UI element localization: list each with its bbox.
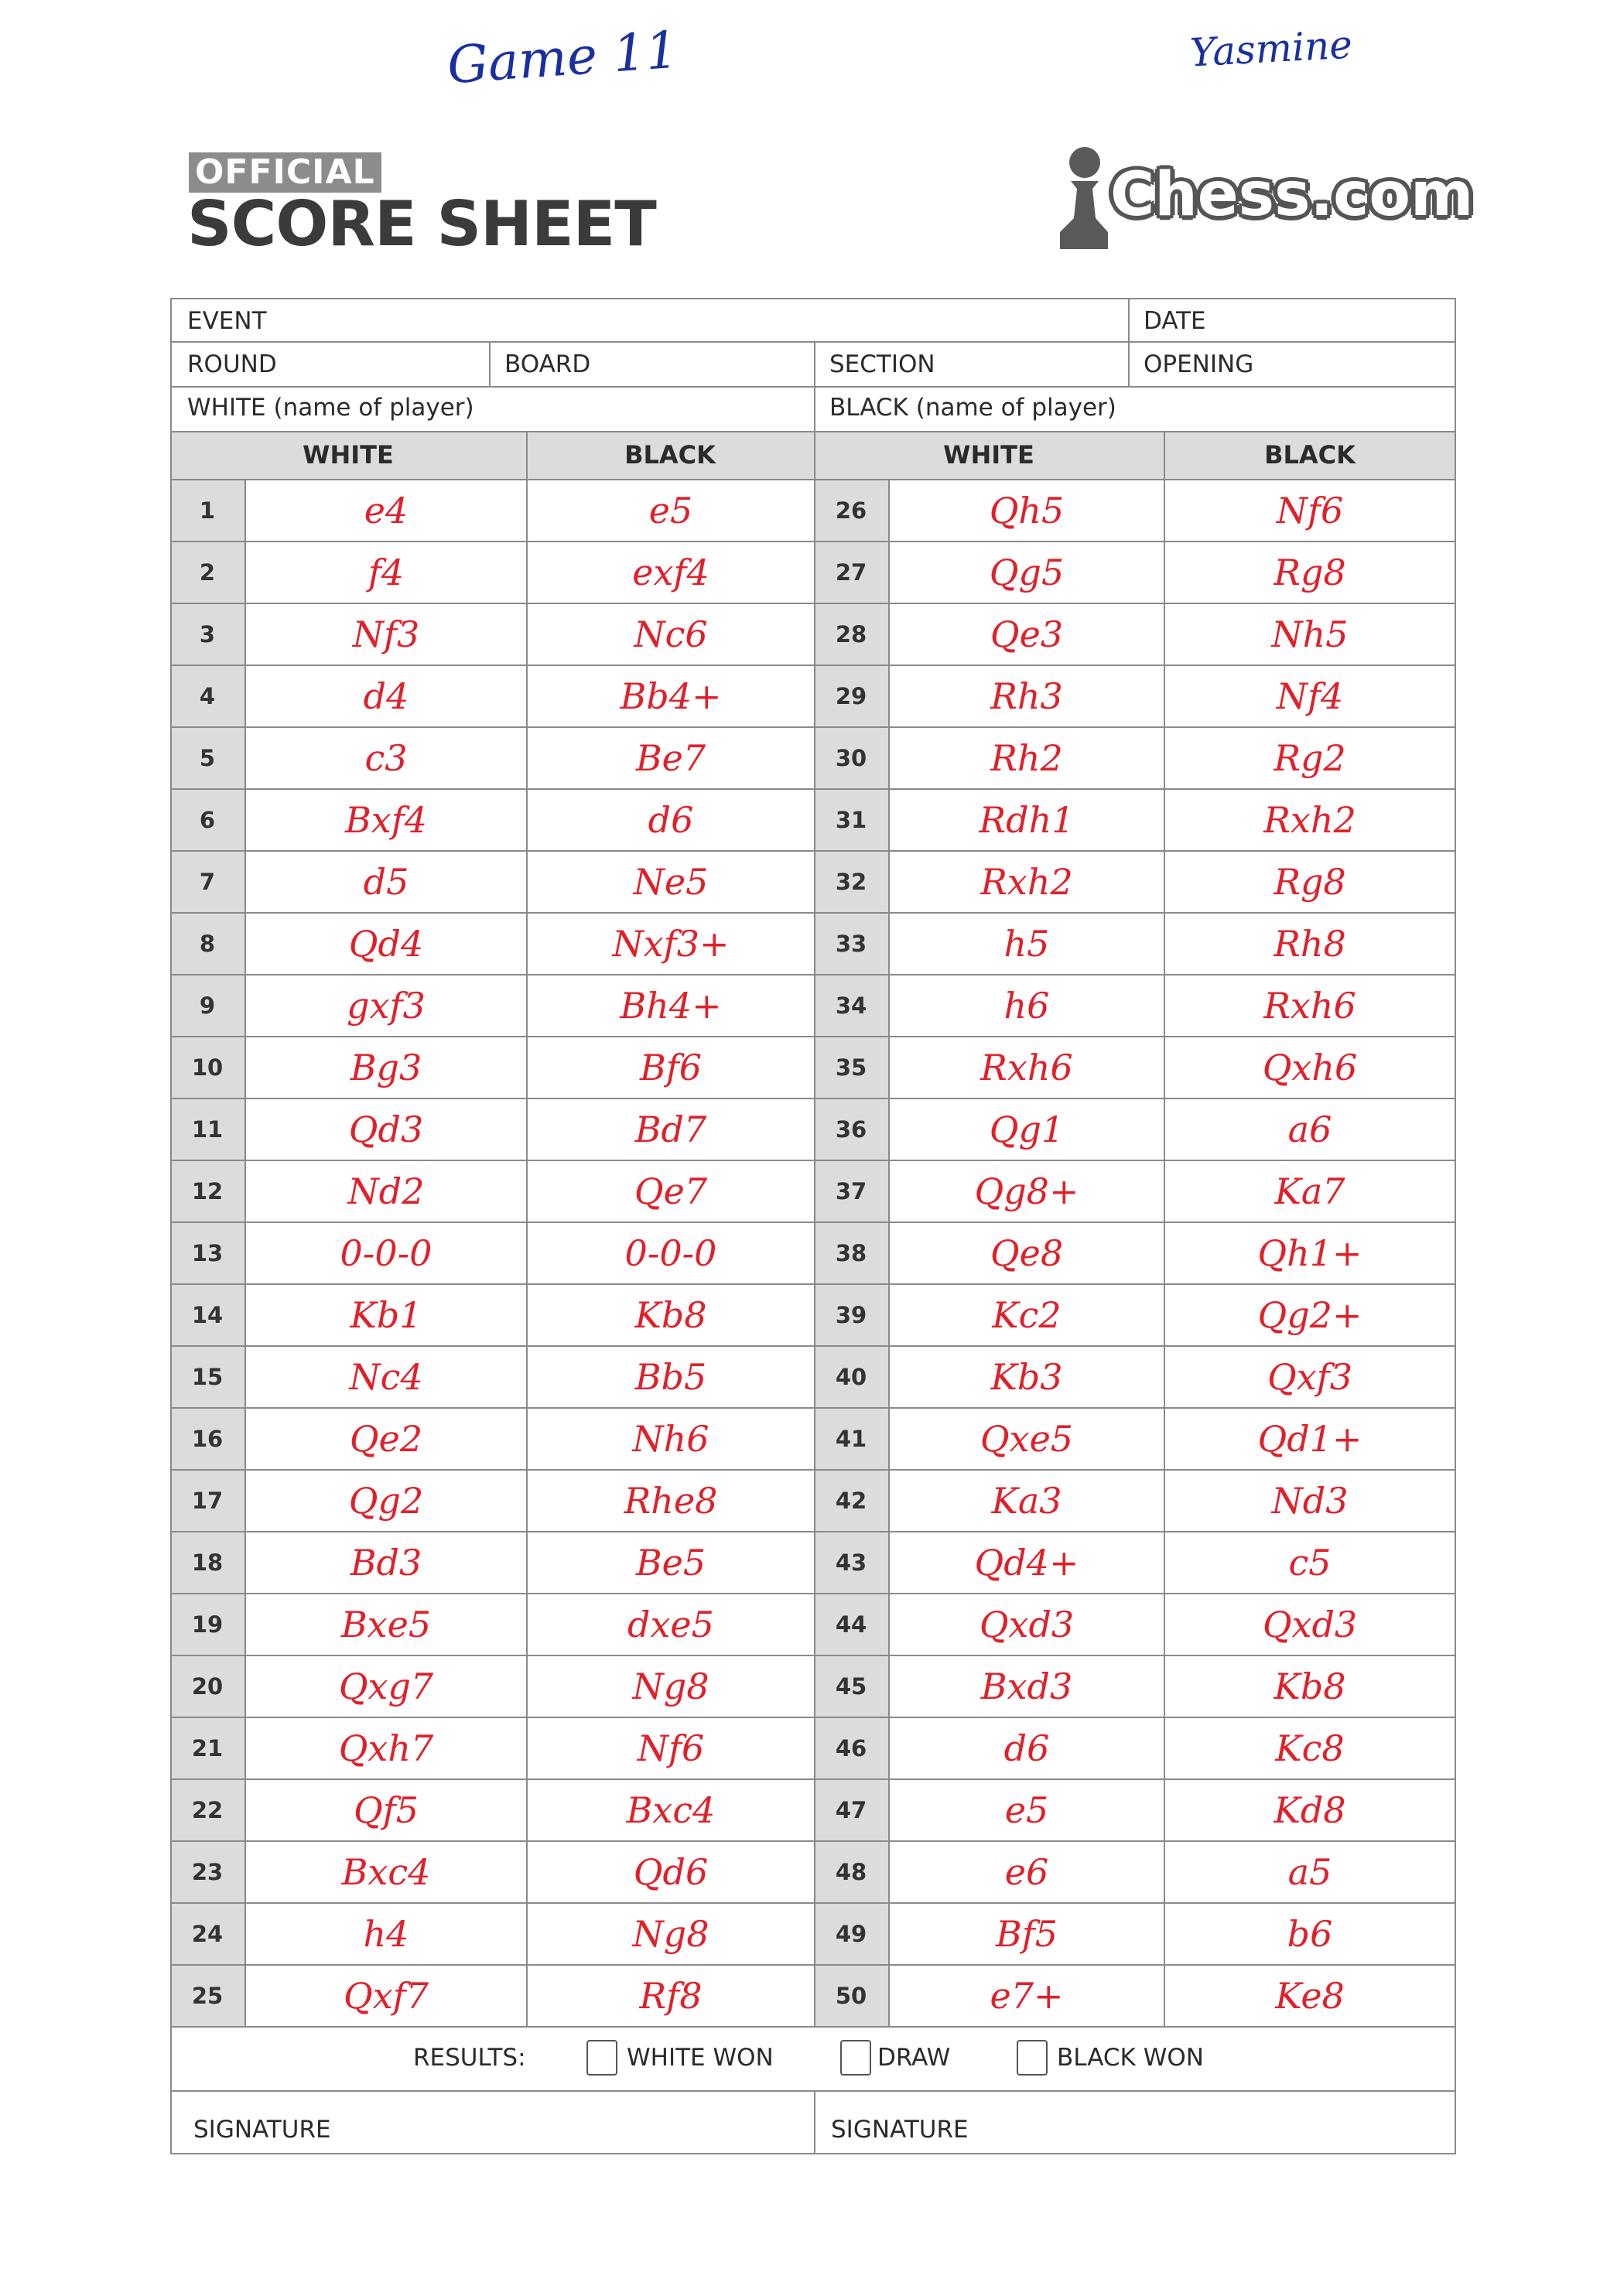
- event-label: EVENT: [187, 307, 267, 335]
- black-move: Nf4: [1276, 675, 1344, 717]
- grid-vline: [1128, 298, 1130, 386]
- black-move: Ng8: [632, 1913, 709, 1955]
- black-move: Nf6: [1276, 490, 1344, 531]
- sheet-title: SCORE SHEET: [187, 188, 656, 260]
- white-move: Qe2: [349, 1418, 423, 1460]
- black-move: b6: [1287, 1913, 1333, 1955]
- white-move: Qf5: [353, 1789, 419, 1831]
- black-move: Ke8: [1275, 1975, 1345, 2017]
- move-number: 4: [199, 683, 216, 709]
- black-move: Qd1+: [1257, 1418, 1362, 1460]
- move-number: 48: [835, 1859, 867, 1885]
- move-number: 44: [835, 1611, 867, 1638]
- black-move: Qh1+: [1257, 1232, 1362, 1274]
- white-move: Bxe5: [340, 1604, 432, 1645]
- move-number: 30: [835, 745, 867, 771]
- white-move: c3: [364, 737, 408, 779]
- black-move: e5: [648, 490, 693, 531]
- white-move: Bg3: [350, 1047, 422, 1088]
- white-signature-label: SIGNATURE: [193, 2116, 331, 2144]
- white-move: Rxh6: [980, 1047, 1073, 1088]
- white-move: Qg5: [989, 552, 1065, 593]
- move-number: 11: [191, 1116, 224, 1143]
- white-move: Rxh2: [980, 861, 1073, 903]
- white-move: Kb3: [990, 1356, 1063, 1398]
- move-number: 39: [835, 1302, 867, 1328]
- white-move: d4: [363, 675, 409, 717]
- grid-hline: [170, 298, 1456, 299]
- white-move: Qe3: [990, 613, 1064, 655]
- grid-vline: [489, 341, 491, 386]
- move-number: 2: [199, 559, 216, 586]
- white-move: Qd4+: [974, 1542, 1079, 1584]
- move-number: 23: [191, 1859, 224, 1885]
- black-move: Bxc4: [626, 1789, 716, 1831]
- black-move: Nh6: [632, 1418, 709, 1460]
- round-label: ROUND: [187, 350, 277, 378]
- black-move: Ka7: [1274, 1170, 1345, 1212]
- white-move: Bxc4: [341, 1851, 431, 1893]
- move-number: 3: [199, 621, 216, 647]
- black-move: 0-0-0: [624, 1232, 717, 1274]
- white-move: h6: [1003, 985, 1050, 1027]
- white-move: f4: [368, 552, 405, 593]
- black-move: Rh8: [1274, 923, 1346, 965]
- white-move: e7+: [990, 1975, 1064, 2017]
- chess-com-logo: [1037, 141, 1474, 257]
- black-won-checkbox[interactable]: [1017, 2040, 1048, 2076]
- move-number: 1: [199, 497, 216, 524]
- white-move: Bxd3: [980, 1666, 1073, 1707]
- white-move: Qxh7: [338, 1727, 434, 1769]
- black-move: Bb4+: [620, 675, 722, 717]
- white-move: d6: [1003, 1727, 1050, 1769]
- move-number: 12: [191, 1178, 224, 1204]
- move-number: 45: [835, 1673, 867, 1700]
- black-move: Bf6: [639, 1047, 703, 1088]
- left-white-header: WHITE: [303, 440, 394, 470]
- move-number: 32: [835, 869, 867, 895]
- move-number: 18: [191, 1549, 224, 1576]
- move-number: 47: [835, 1797, 867, 1823]
- black-move: Rf8: [639, 1975, 703, 2017]
- move-number: 20: [191, 1673, 224, 1700]
- black-signature-label: SIGNATURE: [831, 2116, 969, 2144]
- grid-hline: [170, 2026, 1456, 2028]
- grid-hline: [170, 386, 1456, 388]
- move-number: 28: [835, 621, 867, 647]
- move-number: 24: [191, 1921, 224, 1947]
- white-move: Nd2: [347, 1170, 425, 1212]
- black-move: Bd7: [634, 1109, 707, 1150]
- right-white-header: WHITE: [943, 440, 1034, 470]
- move-number: 8: [199, 931, 216, 957]
- black-move: Rxh2: [1263, 799, 1356, 841]
- black-move: Kd8: [1274, 1789, 1346, 1831]
- move-number: 6: [199, 807, 216, 833]
- black-won-label: BLACK WON: [1057, 2044, 1204, 2072]
- move-number: 21: [191, 1735, 224, 1761]
- grid-vline: [1455, 298, 1456, 2154]
- white-move: Rh2: [990, 737, 1063, 779]
- black-move: exf4: [632, 552, 709, 593]
- move-number: 50: [835, 1983, 867, 2009]
- white-move: Kb1: [350, 1294, 422, 1336]
- white-move: Qh5: [989, 490, 1065, 531]
- black-move: d6: [648, 799, 694, 841]
- white-move: d5: [363, 861, 409, 903]
- black-move: Kc8: [1275, 1727, 1345, 1769]
- black-move: Qg2+: [1257, 1294, 1362, 1336]
- move-number: 41: [835, 1426, 867, 1452]
- white-move: Bf5: [995, 1913, 1058, 1955]
- move-number: 27: [835, 559, 867, 586]
- move-number: 35: [835, 1054, 867, 1081]
- move-number: 16: [191, 1426, 224, 1452]
- black-move: Ng8: [632, 1666, 709, 1707]
- black-move: a6: [1287, 1109, 1332, 1150]
- white-won-label: WHITE WON: [627, 2044, 774, 2072]
- white-move: Qd3: [348, 1109, 424, 1150]
- official-tag: OFFICIAL: [189, 152, 381, 193]
- grid-hline: [170, 2153, 1456, 2154]
- white-move: h5: [1003, 923, 1050, 965]
- move-number: 38: [835, 1240, 867, 1266]
- move-number: 15: [191, 1364, 224, 1390]
- white-move: Qxe5: [980, 1418, 1074, 1460]
- black-move: Ne5: [633, 861, 709, 903]
- white-move: Qg8+: [974, 1170, 1079, 1212]
- white-move: Qg1: [989, 1109, 1065, 1150]
- grid-hline: [170, 341, 1456, 343]
- black-move: Qe7: [634, 1170, 708, 1212]
- black-move: a5: [1287, 1851, 1332, 1893]
- grid-hline: [170, 431, 1456, 432]
- white-move: e4: [364, 490, 409, 531]
- move-number: 42: [835, 1488, 867, 1514]
- results-label: RESULTS:: [413, 2044, 526, 2072]
- black-move: Nc6: [634, 613, 708, 655]
- white-move: Qxg7: [338, 1666, 434, 1707]
- score-table: [170, 298, 1456, 2154]
- white-move: Qe8: [990, 1232, 1064, 1274]
- move-number: 10: [191, 1054, 224, 1081]
- black-move: Qxd3: [1262, 1604, 1358, 1645]
- black-move: Nh5: [1271, 613, 1349, 655]
- move-number: 14: [191, 1302, 224, 1328]
- move-number: 31: [835, 807, 867, 833]
- white-move: h4: [363, 1913, 409, 1955]
- player-name-note: Yasmine: [1188, 22, 1354, 76]
- grid-vline: [814, 341, 815, 432]
- game-number-note: Game 11: [445, 19, 681, 96]
- board-label: BOARD: [504, 350, 591, 378]
- grid-hline: [170, 2090, 1456, 2092]
- move-number: 17: [191, 1488, 224, 1514]
- black-move: Bh4+: [620, 985, 722, 1027]
- logo-wordmark: Chess.com: [1110, 160, 1474, 230]
- date-label: DATE: [1144, 307, 1206, 335]
- right-black-header: BLACK: [1264, 440, 1356, 470]
- black-move: Nxf3+: [612, 923, 730, 965]
- white-move: e5: [1004, 1789, 1049, 1831]
- move-number: 49: [835, 1921, 867, 1947]
- move-number: 40: [835, 1364, 867, 1390]
- black-move: Qxf3: [1267, 1356, 1352, 1398]
- white-move: Qxf7: [344, 1975, 429, 2017]
- black-move: Nf6: [637, 1727, 705, 1769]
- black-move: Qd6: [633, 1851, 709, 1893]
- black-move: Be5: [635, 1542, 706, 1584]
- black-move: Rhe8: [624, 1480, 718, 1522]
- draw-label: DRAW: [877, 2044, 951, 2072]
- white-move: e6: [1004, 1851, 1049, 1893]
- move-number: 43: [835, 1549, 867, 1576]
- opening-label: OPENING: [1144, 350, 1254, 378]
- move-number: 29: [835, 683, 867, 709]
- black-move: Rxh6: [1263, 985, 1356, 1027]
- black-move: Rg8: [1274, 552, 1346, 593]
- white-player-label: WHITE (name of player): [187, 394, 474, 422]
- white-move: 0-0-0: [340, 1232, 432, 1274]
- black-move: Kb8: [1274, 1666, 1346, 1707]
- black-move: Nd3: [1271, 1480, 1349, 1522]
- white-move: Rdh1: [979, 799, 1075, 841]
- white-move: Kc2: [992, 1294, 1062, 1336]
- move-number: 13: [191, 1240, 224, 1266]
- section-label: SECTION: [829, 350, 935, 378]
- black-move: Rg2: [1274, 737, 1346, 779]
- black-move: Rg8: [1274, 861, 1346, 903]
- white-move: Nf3: [352, 613, 420, 655]
- white-move: Qd4: [348, 923, 424, 965]
- white-move: Ka3: [991, 1480, 1062, 1522]
- white-move: Nc4: [349, 1356, 423, 1398]
- white-move: Qxd3: [979, 1604, 1075, 1645]
- move-number: 36: [835, 1116, 867, 1143]
- move-number: 25: [191, 1983, 224, 2009]
- white-move: Rh3: [990, 675, 1063, 717]
- left-black-header: BLACK: [624, 440, 716, 470]
- white-move: gxf3: [347, 985, 426, 1027]
- move-number: 19: [191, 1611, 224, 1638]
- black-move: Bb5: [634, 1356, 707, 1398]
- black-move: Kb8: [634, 1294, 707, 1336]
- white-move: Qg2: [348, 1480, 424, 1522]
- move-number: 34: [835, 993, 867, 1019]
- move-number: 26: [835, 497, 867, 524]
- move-number: 7: [199, 869, 216, 895]
- move-number: 33: [835, 931, 867, 957]
- black-player-label: BLACK (name of player): [829, 394, 1116, 422]
- draw-checkbox[interactable]: [840, 2040, 871, 2076]
- move-number: 37: [835, 1178, 867, 1204]
- move-number: 22: [191, 1797, 224, 1823]
- black-move: Be7: [635, 737, 706, 779]
- white-move: Bxf4: [344, 799, 428, 841]
- black-move: c5: [1288, 1542, 1332, 1584]
- grid-vline: [814, 2090, 815, 2154]
- move-number: 9: [199, 993, 216, 1019]
- move-number: 5: [199, 745, 216, 771]
- black-move: Qxh6: [1262, 1047, 1358, 1088]
- white-won-checkbox[interactable]: [586, 2040, 617, 2076]
- black-move: dxe5: [627, 1604, 714, 1645]
- white-move: Bd3: [350, 1542, 422, 1584]
- move-number: 46: [835, 1735, 867, 1761]
